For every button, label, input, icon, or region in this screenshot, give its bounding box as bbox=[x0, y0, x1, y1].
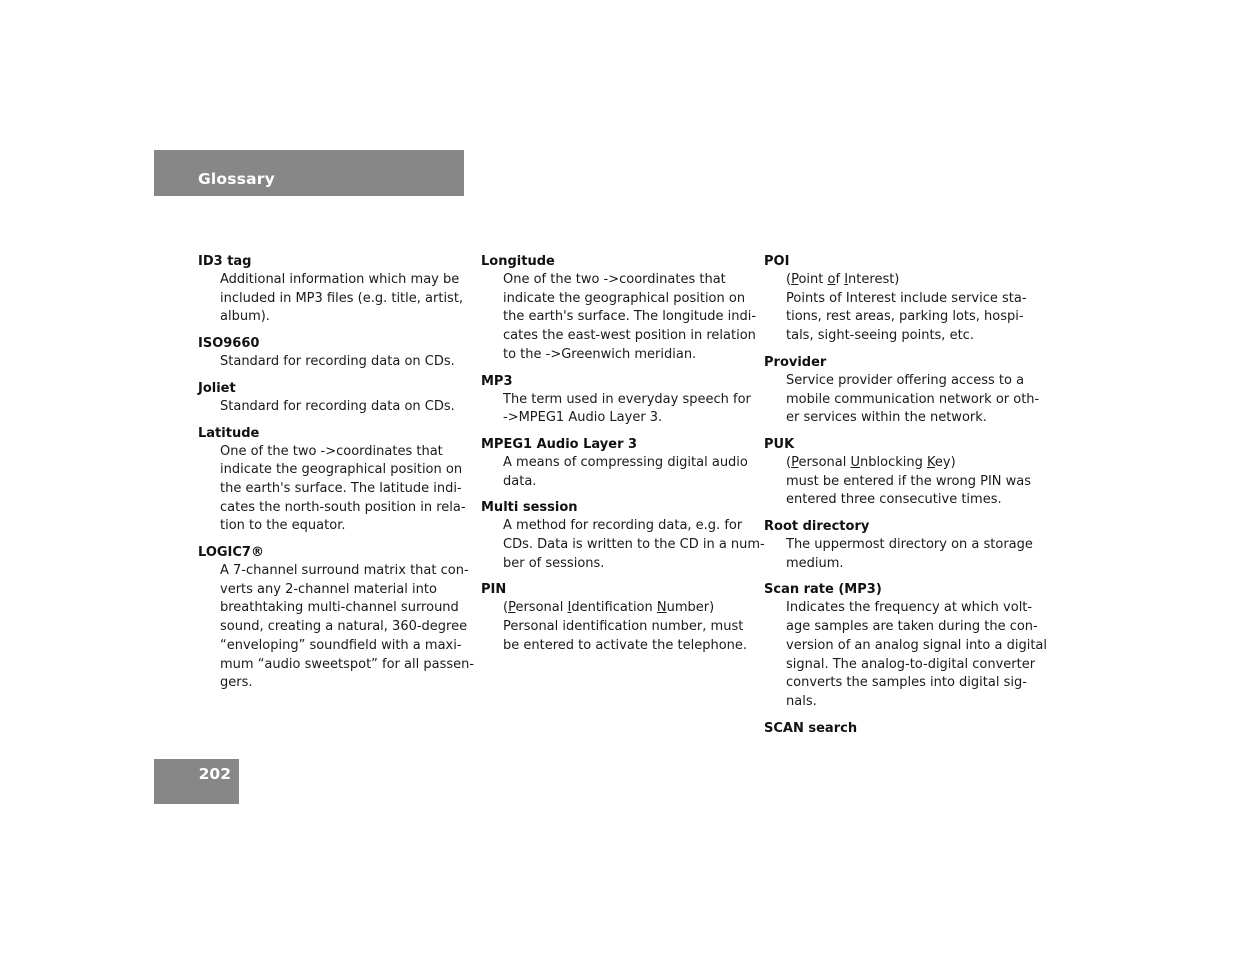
section-title: Glossary bbox=[198, 170, 275, 188]
glossary-definition bbox=[503, 454, 751, 491]
glossary-term: POI bbox=[764, 254, 790, 269]
definition-line: Service provider offering access to a bbox=[786, 372, 1025, 388]
glossary-term: SCAN search bbox=[764, 720, 858, 736]
definition-line: mobile communication network or oth- bbox=[786, 391, 1040, 407]
abbr-initial: N bbox=[656, 600, 667, 616]
glossary-term: Longitude bbox=[481, 254, 555, 269]
definition-line: version of an analog signal into a digital bbox=[786, 637, 1047, 653]
definition-line: One of the two ->coordinates that bbox=[220, 443, 443, 459]
abbr-text: umber) bbox=[666, 600, 715, 616]
definition-line: gers. bbox=[220, 675, 253, 691]
definition-line: to the ->Greenwich meridian. bbox=[503, 346, 697, 362]
glossary-definition bbox=[786, 536, 1034, 573]
definition-line: A means of compressing digital audio bbox=[503, 454, 748, 470]
abbr-initial: U bbox=[850, 454, 861, 470]
abbr-text: oint bbox=[798, 272, 828, 287]
glossary-definition bbox=[220, 398, 468, 417]
glossary-entry-poi bbox=[764, 252, 1034, 346]
definition-line: tals, sight-seeing points, etc. bbox=[786, 328, 974, 344]
glossary-entry-pin bbox=[481, 580, 751, 655]
glossary-term: Provider bbox=[764, 354, 827, 370]
definition-line: CDs. Data is written to the CD in a num- bbox=[503, 537, 765, 553]
glossary-term: LOGIC7® bbox=[198, 545, 264, 561]
glossary-entry-mpeg1-audio-layer-3 bbox=[481, 435, 751, 491]
abbr-text: ( bbox=[786, 454, 792, 470]
glossary-term: PIN bbox=[481, 582, 507, 598]
glossary-term: PUK bbox=[764, 436, 795, 452]
glossary-entry-scan-search bbox=[764, 719, 1034, 738]
page-number: 202 bbox=[198, 765, 231, 783]
glossary-definition bbox=[786, 271, 1034, 346]
definition-line: converts the samples into digital sig- bbox=[786, 675, 1027, 691]
glossary-term: ID3 tag bbox=[198, 254, 252, 269]
abbr-initial: o bbox=[827, 272, 836, 287]
definition-line: The term used in everyday speech for bbox=[503, 391, 751, 407]
definition-line: Standard for recording data on CDs. bbox=[220, 398, 455, 414]
abbr-initial: I bbox=[567, 600, 572, 616]
glossary-entry-mp3 bbox=[481, 372, 751, 428]
glossary-entry-iso9660 bbox=[198, 334, 468, 372]
definition-line: “enveloping” soundfield with a maxi- bbox=[220, 637, 462, 653]
abbreviation-expansion bbox=[786, 271, 1034, 290]
abbreviation-expansion bbox=[503, 599, 751, 618]
glossary-definition bbox=[220, 353, 468, 372]
definition-line: the earth's surface. The longitude indi- bbox=[503, 309, 757, 325]
glossary-entry-provider bbox=[764, 353, 1040, 428]
glossary-definition bbox=[220, 562, 475, 693]
definition-line: cates the east-west position in relation bbox=[503, 328, 756, 344]
glossary-term: Root directory bbox=[764, 519, 870, 535]
glossary-term: Joliet bbox=[198, 380, 236, 396]
glossary-entry-logic7 bbox=[198, 543, 475, 693]
glossary-entry-latitude bbox=[198, 424, 468, 537]
glossary-column-1 bbox=[198, 252, 475, 700]
definition-line: included in MP3 files (e.g. title, artist, bbox=[220, 290, 464, 306]
abbr-text: nterest) bbox=[848, 272, 900, 287]
glossary-definition bbox=[503, 271, 757, 365]
definition-line: verts any 2-channel material into bbox=[220, 581, 437, 597]
definition-line: album). bbox=[220, 309, 270, 325]
glossary-definition bbox=[786, 454, 1034, 510]
glossary-definition bbox=[220, 271, 468, 327]
glossary-term: MP3 bbox=[481, 373, 513, 389]
glossary-term: Latitude bbox=[198, 425, 260, 441]
section-header-bar bbox=[154, 150, 464, 196]
abbr-initial: P bbox=[791, 454, 799, 470]
definition-line: data. bbox=[503, 473, 537, 489]
definition-line: sound, creating a natural, 360-degree bbox=[220, 619, 468, 635]
glossary-entry-longitude bbox=[481, 252, 757, 365]
definition-line: the earth's surface. The latitude indi- bbox=[220, 480, 462, 496]
definition-line: er services within the network. bbox=[786, 410, 987, 426]
page-number-box bbox=[154, 759, 239, 804]
definition-line: be entered to activate the telephone. bbox=[503, 637, 748, 653]
definition-line: A 7-channel surround matrix that con- bbox=[220, 563, 469, 579]
glossary-definition bbox=[786, 599, 1047, 711]
definition-line: mum “audio sweetspot” for all passen- bbox=[220, 656, 475, 672]
definition-line: entered three consecutive times. bbox=[786, 492, 1002, 508]
abbr-text: ey) bbox=[934, 454, 956, 470]
definition-line: medium. bbox=[786, 555, 844, 571]
definition-line: cates the north-south position in rela- bbox=[220, 499, 466, 515]
abbr-initial: P bbox=[508, 600, 516, 616]
definition-line: signal. The analog-to-digital converter bbox=[786, 656, 1036, 672]
glossary-term: Multi session bbox=[481, 500, 578, 516]
glossary-entry-multi-session bbox=[481, 498, 765, 573]
glossary-definition bbox=[503, 517, 765, 573]
glossary-entry-root-directory bbox=[764, 517, 1034, 573]
glossary-definition bbox=[503, 391, 751, 428]
abbreviation-expansion bbox=[786, 454, 1034, 473]
definition-line: A method for recording data, e.g. for bbox=[503, 518, 743, 534]
definition-line: The uppermost directory on a storage bbox=[786, 537, 1033, 553]
definition-line: indicate the geographical position on bbox=[503, 290, 746, 306]
abbr-initial: P bbox=[791, 272, 799, 287]
glossary-term: ISO9660 bbox=[198, 336, 260, 352]
glossary-entry-puk bbox=[764, 435, 1034, 510]
definition-line: must be entered if the wrong PIN was bbox=[786, 473, 1032, 489]
abbr-text: ersonal bbox=[515, 600, 568, 616]
abbr-text: ersonal bbox=[798, 454, 851, 470]
definition-line: age samples are taken during the con- bbox=[786, 619, 1038, 635]
glossary-term: Scan rate (MP3) bbox=[764, 582, 882, 598]
glossary-entry-joliet bbox=[198, 379, 468, 417]
definition-line: tions, rest areas, parking lots, hospi- bbox=[786, 309, 1024, 325]
glossary-entry-id3-tag bbox=[198, 252, 468, 327]
glossary-definition bbox=[786, 372, 1040, 428]
definition-line: indicate the geographical position on bbox=[220, 462, 463, 478]
abbr-text: dentification bbox=[571, 600, 657, 616]
abbr-text: nblocking bbox=[860, 454, 927, 470]
definition-line: tion to the equator. bbox=[220, 518, 346, 534]
abbr-text: ( bbox=[503, 600, 509, 616]
abbr-text: f bbox=[835, 272, 841, 287]
definition-line: Points of Interest include service sta- bbox=[786, 290, 1027, 306]
abbr-initial: I bbox=[844, 272, 849, 287]
definition-line: One of the two ->coordinates that bbox=[503, 272, 726, 287]
glossary-definition bbox=[220, 443, 468, 537]
definition-line: Additional information which may be bbox=[220, 272, 460, 287]
glossary-column-2 bbox=[481, 252, 765, 663]
definition-line: ->MPEG1 Audio Layer 3. bbox=[503, 410, 663, 426]
definition-line: Standard for recording data on CDs. bbox=[220, 354, 455, 370]
definition-line: nals. bbox=[786, 693, 817, 709]
glossary-term: MPEG1 Audio Layer 3 bbox=[481, 436, 638, 452]
glossary-definition bbox=[503, 599, 751, 655]
definition-line: breathtaking multi-channel surround bbox=[220, 600, 459, 616]
definition-line: Indicates the frequency at which volt- bbox=[786, 600, 1033, 616]
glossary-entry-scan-rate bbox=[764, 580, 1047, 711]
glossary-column-3 bbox=[764, 252, 1047, 745]
definition-line: ber of sessions. bbox=[503, 555, 605, 571]
definition-line: Personal identification number, must bbox=[503, 619, 744, 635]
abbr-text: ( bbox=[786, 272, 792, 287]
abbr-initial: K bbox=[926, 454, 935, 470]
